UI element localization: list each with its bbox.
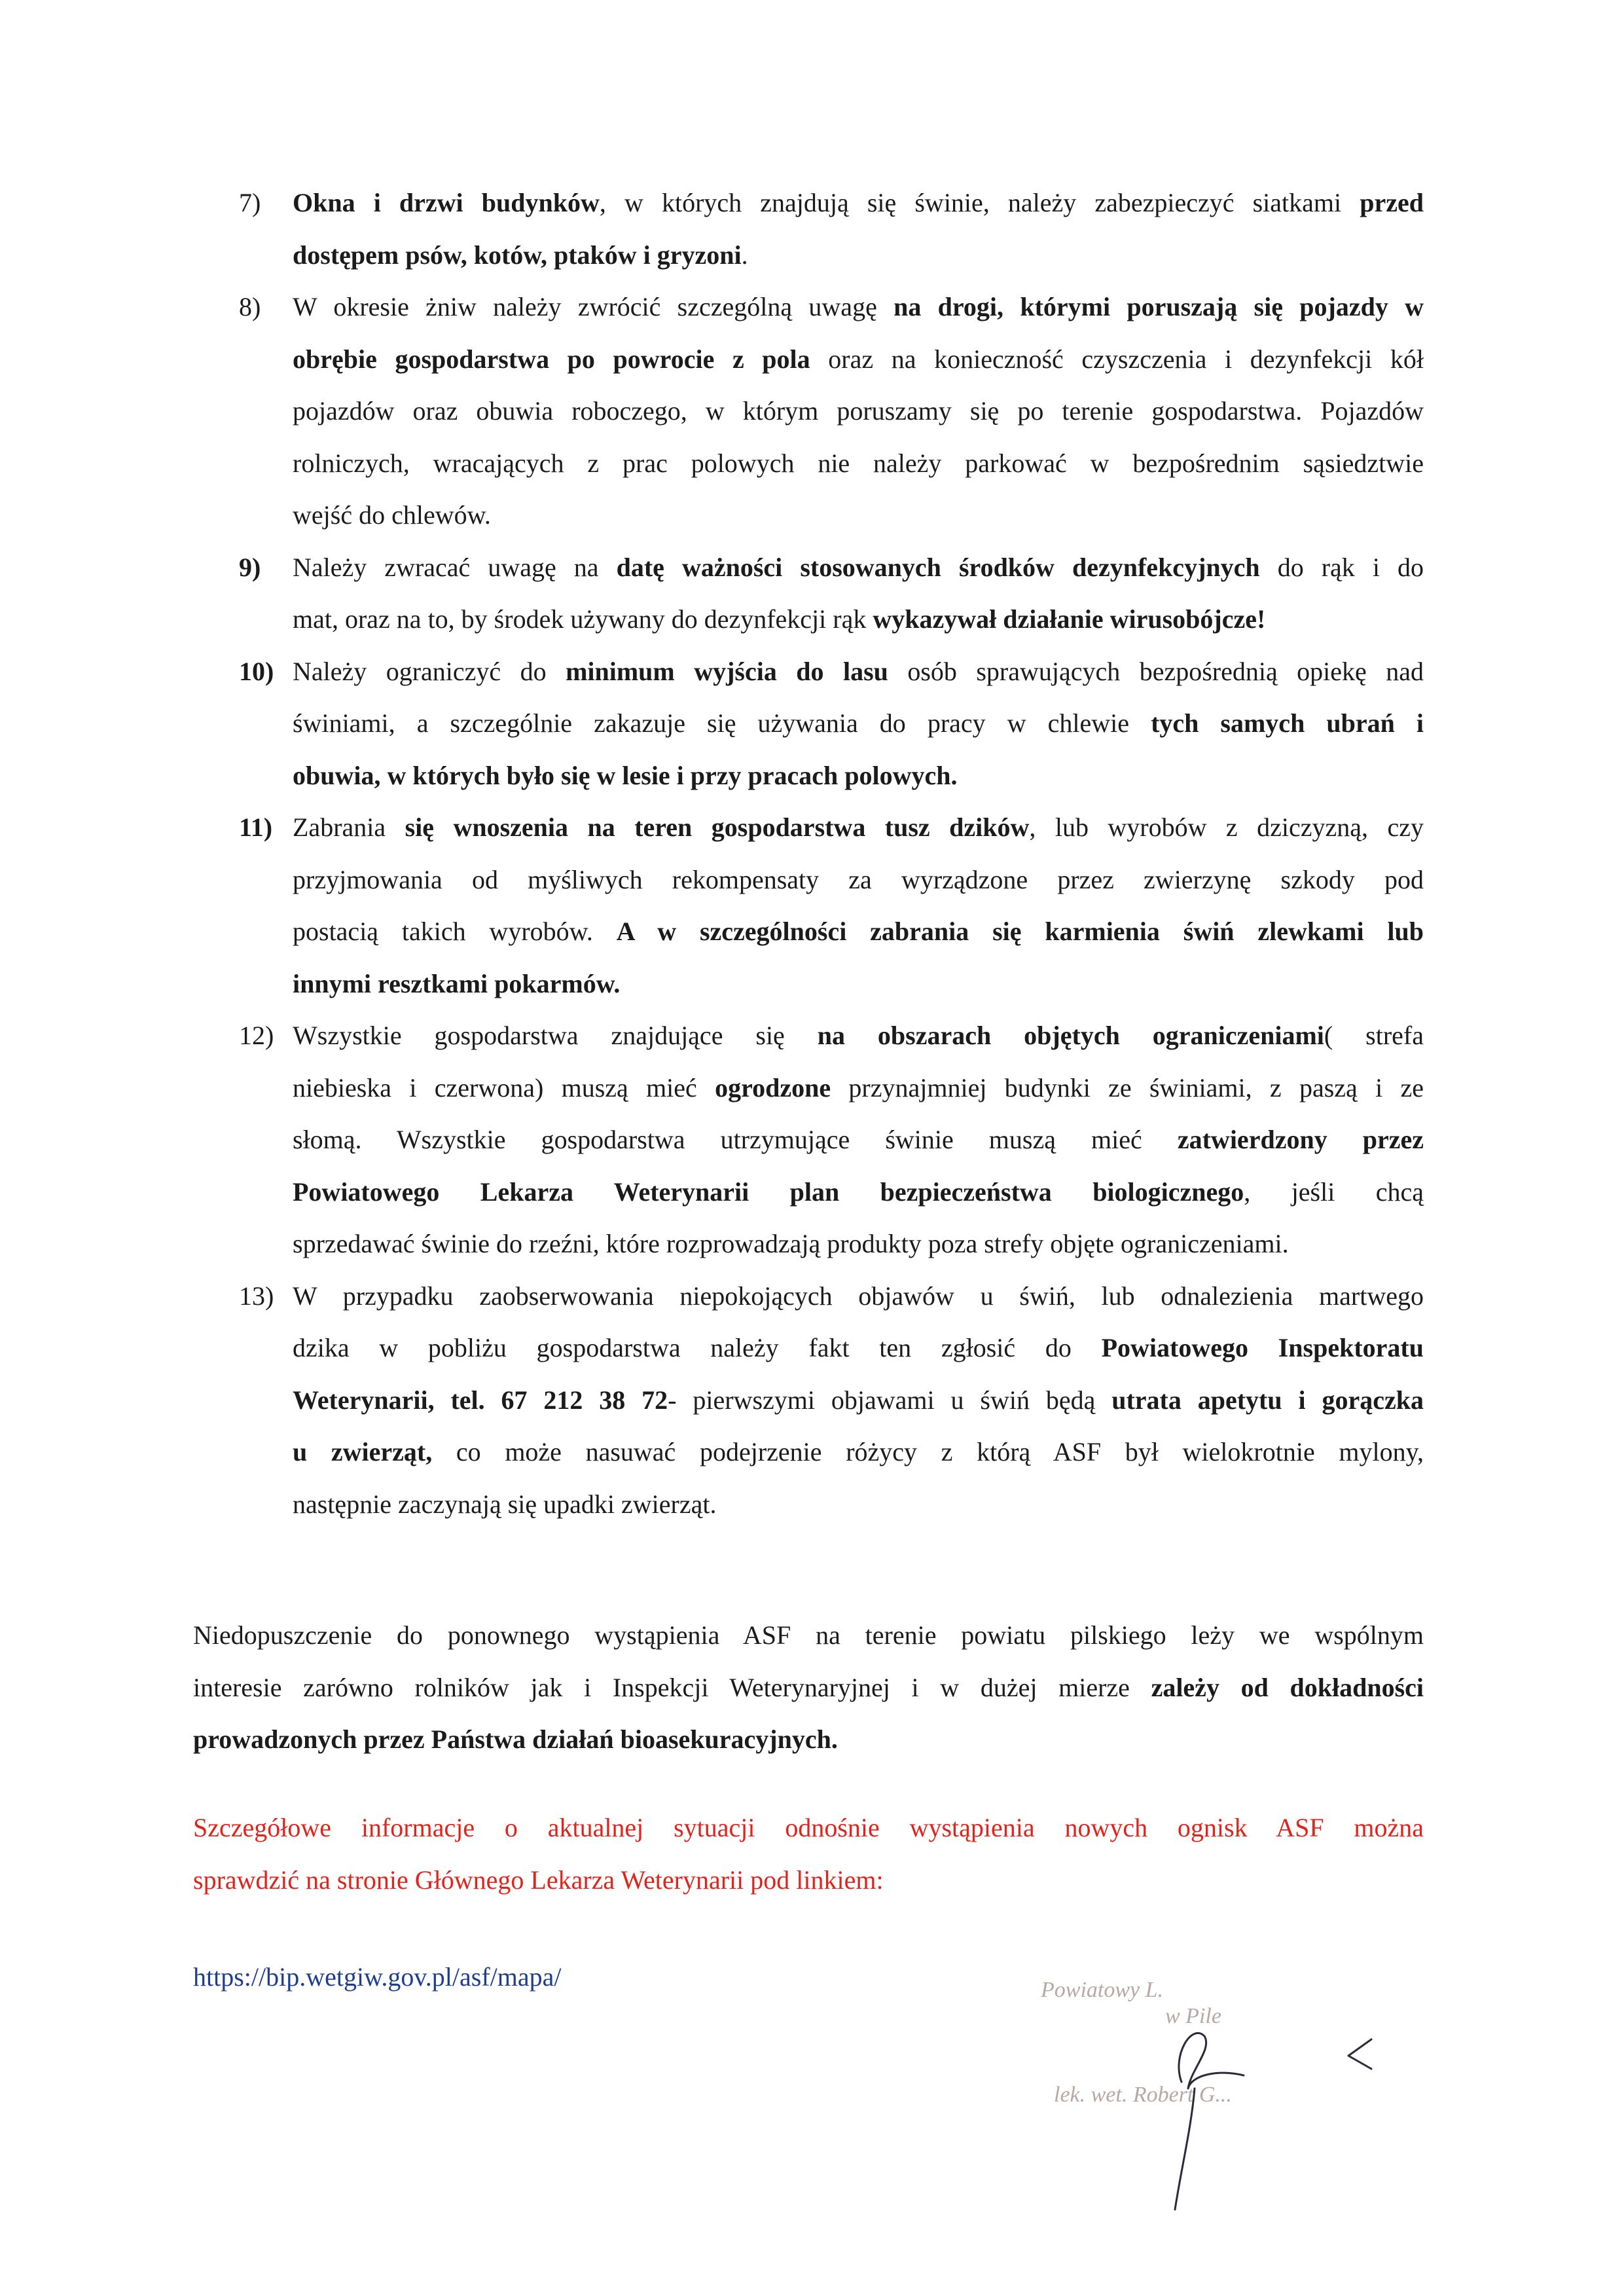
text-segment: wejść do chlewów. (293, 500, 491, 530)
list-item (239, 801, 1424, 1010)
bold-text: datę ważności stosowanych środków dezynfekcyjnych (616, 552, 1260, 582)
text-segment: Szczegółowe informacje o aktualnej sytuacji odnośnie wystąpienia nowych ognisk ASF można (193, 1813, 1424, 1842)
text-segment: Należy zwracać uwagę na (293, 552, 617, 582)
list-number: 7) (239, 188, 261, 217)
bold-text: A w szczególności zabrania się karmienia świń zlewkami lub (616, 917, 1424, 946)
bold-text: prowadzonych przez Państwa działań bioasekuracyjnych. (193, 1724, 838, 1754)
bold-text: zależy od dokładności (1151, 1672, 1424, 1702)
text-segment: , jeśli chcą (1244, 1176, 1424, 1207)
bold-text: zatwierdzony przez (1177, 1125, 1424, 1154)
text-segment: W przypadku zaobserwowania niepokojących objawów u świń, lub odnalezienia martwego (293, 1281, 1424, 1311)
handwritten-signature (1175, 2033, 1371, 2210)
text-segment: . (741, 240, 748, 270)
text-segment: pojazdów oraz obuwia roboczego, w którym poruszamy się po terenie gospodarstwa. Pojazdów (293, 396, 1424, 426)
text-segment: następnie zaczynają się upadki zwierząt. (293, 1489, 717, 1519)
bold-text: na drogi, którymi poruszają się pojazdy w (893, 292, 1424, 321)
text-line (293, 593, 1424, 646)
text-line (293, 541, 1424, 594)
text-segment: , w których znajdują się świnie, należy zabezpieczyć siatkami (599, 188, 1360, 217)
bold-text: wykazywał działanie wirusobójcze! (873, 604, 1266, 634)
list-item (239, 646, 1424, 802)
text-line (293, 1062, 1424, 1114)
text-segment: przyjmowania od myśliwych rekompensaty za wyrządzone przez zwierzynę szkody pod (293, 864, 1424, 894)
bold-text: ogrodzone (715, 1072, 831, 1102)
text-segment: świniami, a szczególnie zakazuje się używania do pracy w chlewie (293, 708, 1151, 738)
bold-text: na obszarach objętych ograniczeniami (817, 1021, 1324, 1050)
bold-text: minimum wyjścia do lasu (566, 656, 888, 686)
text-line (193, 1854, 1424, 1906)
text-line (293, 437, 1424, 490)
text-line (193, 1802, 1424, 1854)
text-segment: - pierwszymi objawami u świń będą (668, 1385, 1112, 1415)
text-segment: postacią takich wyrobów. (293, 917, 617, 946)
text-line (293, 1114, 1424, 1166)
text-segment: sprawdzić na stronie Głównego Lekarza Weterynarii pod linkiem: (193, 1865, 884, 1895)
list-number: 11) (239, 812, 273, 842)
stamp-line-3: lek. wet. Robert G... (1054, 2083, 1232, 2107)
text-line (293, 1270, 1424, 1322)
text-segment: dzika w pobliżu gospodarstwa należy fakt ten zgłosić do (293, 1333, 1102, 1362)
bold-text: się wnoszenia na teren gospodarstwa tusz dzików (405, 812, 1030, 842)
text-line (293, 1166, 1424, 1218)
stamp-line-2: w Pile (1165, 2004, 1221, 2028)
text-line (293, 1374, 1424, 1427)
list-item (239, 1270, 1424, 1531)
bold-text: obuwia, w których było się w lesie i przy pracach polowych. (293, 760, 958, 790)
asf-map-link[interactable]: https://bip.wetgiw.gov.pl/asf/mapa/ (193, 1962, 562, 1992)
text-segment: Zabrania (293, 812, 405, 842)
list-number: 8) (239, 292, 261, 321)
text-segment: Wszystkie gospodarstwa znajdujące się (293, 1021, 818, 1050)
list-item (239, 1010, 1424, 1270)
text-line (293, 646, 1424, 698)
list-number: 9) (239, 552, 261, 582)
list-item (239, 281, 1424, 541)
text-segment: oraz na konieczność czyszczenia i dezynfekcji kół (810, 344, 1424, 374)
bold-text: Powiatowego Inspektoratu (1101, 1333, 1424, 1362)
summary-paragraph (193, 1609, 1424, 1766)
text-segment: słomą. Wszystkie gospodarstwa utrzymujące świnie muszą mieć (293, 1125, 1178, 1154)
text-line (293, 1218, 1424, 1270)
text-segment: , lub wyrobów z dziczyzną, czy (1029, 812, 1424, 842)
text-line (293, 750, 1424, 802)
bold-text: Weterynarii, tel. 67 212 38 72 (293, 1385, 668, 1415)
text-segment: interesie zarówno rolników jak i Inspekcji Weterynaryjnej i w dużej mierze (193, 1672, 1151, 1702)
stamp-line-1: Powiatowy L. (1041, 1978, 1164, 2002)
text-segment: do rąk i do (1259, 552, 1424, 582)
text-line (293, 1322, 1424, 1374)
info-paragraph (193, 1802, 1424, 1906)
text-line (193, 1662, 1424, 1714)
text-line (293, 489, 1424, 541)
bold-text: innymi resztkami pokarmów. (293, 968, 621, 998)
list-item (239, 177, 1424, 281)
text-segment: mat, oraz na to, by środek używany do dezynfekcji rąk (293, 604, 873, 634)
text-line (293, 177, 1424, 229)
text-segment: rolniczych, wracających z prac polowych nie należy parkować w bezpośrednim sąsiedztwie (293, 448, 1424, 478)
text-segment: niebieska i czerwona) muszą mieć (293, 1072, 715, 1102)
bold-text: Powiatowego Lekarza Weterynarii plan bezpieczeństwa biologicznego (293, 1176, 1244, 1207)
bold-text: obrębie gospodarstwa po powrocie z pola (293, 344, 810, 374)
text-line (293, 854, 1424, 906)
text-line (293, 1478, 1424, 1531)
recommendations-list (239, 177, 1424, 1530)
text-line (293, 1010, 1424, 1062)
text-line (293, 905, 1424, 958)
bold-text: przed (1360, 188, 1424, 217)
bold-text: dostępem psów, kotów, ptaków i gryzoni (293, 240, 742, 270)
text-segment: Należy ograniczyć do (293, 656, 566, 686)
text-segment: co może nasuwać podejrzenie różycy z którą ASF był wielokrotnie mylony, (432, 1437, 1424, 1467)
bold-text: utrata apetytu i gorączka (1111, 1385, 1424, 1415)
list-number: 10) (239, 656, 274, 686)
list-item (239, 541, 1424, 646)
text-segment: osób sprawujących bezpośrednią opiekę nad (888, 656, 1424, 686)
text-segment: W okresie żniw należy zwrócić szczególną uwagę (293, 292, 894, 321)
list-number: 12) (239, 1021, 274, 1050)
text-line (293, 333, 1424, 386)
text-line (293, 697, 1424, 750)
text-segment: Niedopuszczenie do ponownego wystąpienia ASF na terenie powiatu pilskiego leży we wspólnym (193, 1620, 1424, 1650)
text-line (293, 281, 1424, 333)
text-line (293, 229, 1424, 282)
bold-text: Okna i drzwi budynków (293, 188, 600, 217)
text-segment: przynajmniej budynki ze świniami, z paszą i ze (831, 1072, 1424, 1102)
text-segment: ( strefa (1324, 1021, 1424, 1050)
bold-text: tych samych ubrań i (1151, 708, 1424, 738)
text-line (193, 1609, 1424, 1662)
signature-stamp (1041, 1977, 1434, 2213)
text-line (293, 385, 1424, 437)
text-line (293, 801, 1424, 854)
bold-text: u zwierząt, (293, 1437, 433, 1467)
list-number: 13) (239, 1281, 274, 1311)
text-segment: sprzedawać świnie do rzeźni, które rozprowadzają produkty poza strefy objęte ograniczeniami. (293, 1229, 1289, 1258)
text-line (293, 958, 1424, 1010)
text-line (293, 1426, 1424, 1478)
text-line (193, 1713, 1424, 1766)
